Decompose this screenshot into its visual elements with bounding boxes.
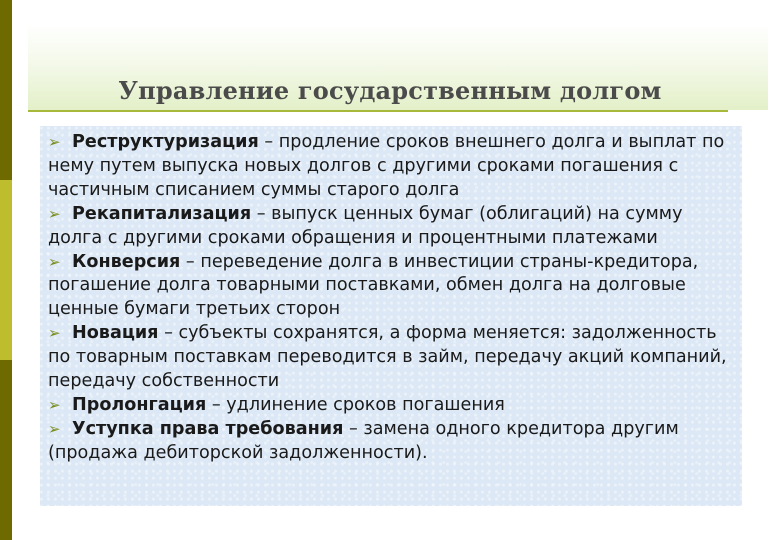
arrow-bullet-icon: ➢ bbox=[48, 395, 61, 414]
list-item bbox=[48, 418, 738, 466]
item-term: Рекапитализация bbox=[72, 203, 252, 224]
item-term: Уступка права требования bbox=[72, 418, 344, 439]
item-term: Реструктуризация bbox=[72, 132, 259, 152]
list-item bbox=[48, 251, 738, 323]
item-text: – выпуск ценных бумаг (облигаций) на сумму долга с другими сроками обращения и процентными платежами bbox=[48, 203, 683, 248]
item-text: – переведение долга в инвестиции страны-кредитора, погашение долга товарными поставками, обмен долга на долговые ценные бумаги третьих сторон bbox=[48, 251, 699, 320]
list-item bbox=[48, 203, 738, 251]
slide-title: Управление государственным долгом bbox=[118, 76, 662, 105]
arrow-bullet-icon: ➢ bbox=[48, 133, 61, 151]
list-item bbox=[48, 394, 738, 418]
list-item bbox=[48, 131, 738, 203]
accent-segment-middle bbox=[0, 180, 12, 360]
accent-segment-bottom bbox=[0, 360, 12, 540]
item-text: – продление сроков внешнего долга и выплат по нему путем выпуска новых долгов с другими сроками погашения с частичным списанием суммы старого долга bbox=[48, 132, 725, 200]
arrow-bullet-icon: ➢ bbox=[48, 419, 61, 438]
list-item bbox=[48, 322, 738, 394]
item-text: – замена одного кредитора другим (продажа дебиторской задолженности). bbox=[48, 418, 679, 463]
title-divider bbox=[28, 110, 728, 112]
item-text: – удлинение сроков погашения bbox=[206, 394, 505, 415]
arrow-bullet-icon: ➢ bbox=[48, 252, 61, 271]
item-term: Новация bbox=[72, 323, 159, 344]
arrow-bullet-icon: ➢ bbox=[48, 204, 61, 223]
item-term: Конверсия bbox=[72, 251, 181, 272]
item-text: – субъекты сохранятся, а форма меняется: задолженность по товарным поставкам переводится в займ, передачу акций компаний, передачу собственности bbox=[48, 323, 727, 392]
arrow-bullet-icon: ➢ bbox=[48, 324, 61, 343]
definition-list bbox=[48, 131, 738, 466]
item-term: Пролонгация bbox=[72, 394, 207, 415]
